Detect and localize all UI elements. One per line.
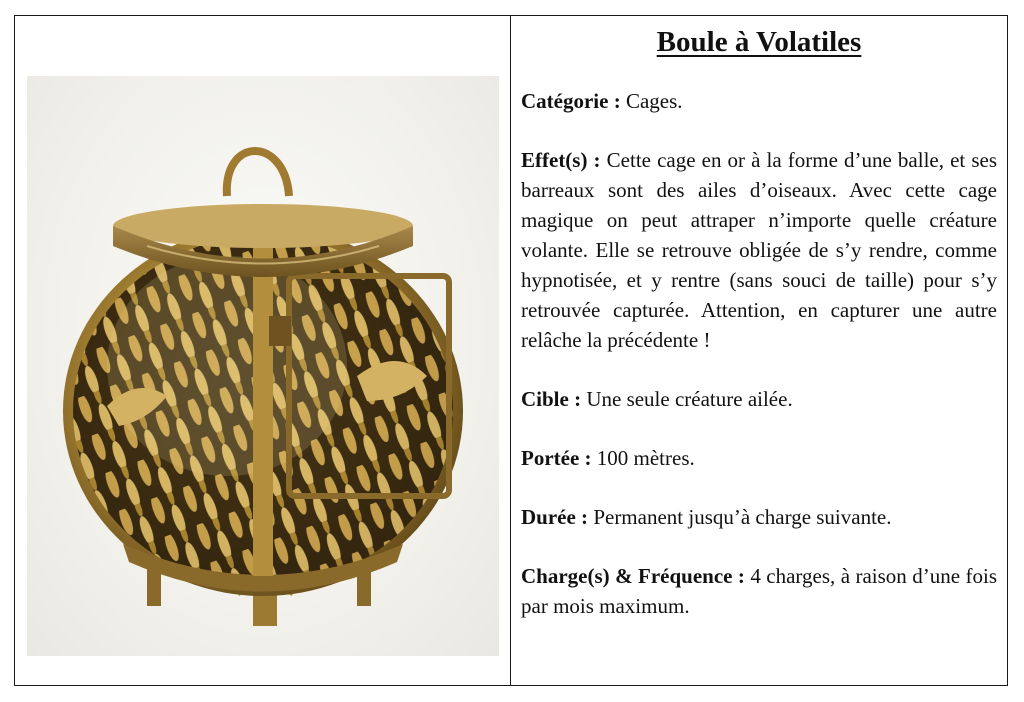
field-value: Cages. bbox=[625, 89, 683, 113]
field-effects bbox=[521, 145, 997, 355]
field-duration bbox=[521, 502, 997, 532]
photo-cell bbox=[15, 16, 511, 685]
field-target bbox=[521, 384, 997, 414]
field-category bbox=[521, 86, 997, 116]
field-value: Cette cage en or à la forme d’une balle, et ses barreaux sont des ailes d’oiseaux. Avec cette cage magique on peut attraper n’importe quelle créature volante. Elle se retrouve obligée de s’y rendre, comme hypnotisée, et y rentre (sans souci de taille) pour s’y retrouvée capturée. Attention, en capturer une autre relâche la précédente ! bbox=[521, 148, 997, 352]
description-cell bbox=[511, 16, 1007, 685]
cage-illustration bbox=[27, 76, 499, 656]
field-range bbox=[521, 443, 997, 473]
field-value: Une seule créature ailée. bbox=[586, 387, 793, 411]
field-charges bbox=[521, 561, 997, 621]
field-label: Durée : bbox=[521, 505, 589, 529]
item-title: Boule à Volatiles bbox=[656, 26, 862, 58]
field-label: Charge(s) & Fréquence : bbox=[521, 564, 745, 588]
field-label: Portée : bbox=[521, 446, 592, 470]
field-value: 100 mètres. bbox=[596, 446, 695, 470]
field-value: 4 charges, à raison d’une fois par mois maximum. bbox=[521, 564, 997, 618]
field-label: Cible : bbox=[521, 387, 582, 411]
item-card bbox=[14, 15, 1008, 686]
field-label: Catégorie : bbox=[521, 89, 621, 113]
field-value: Permanent jusqu’à charge suivante. bbox=[593, 505, 892, 529]
cage-photo bbox=[27, 76, 499, 656]
field-label: Effet(s) : bbox=[521, 148, 601, 172]
